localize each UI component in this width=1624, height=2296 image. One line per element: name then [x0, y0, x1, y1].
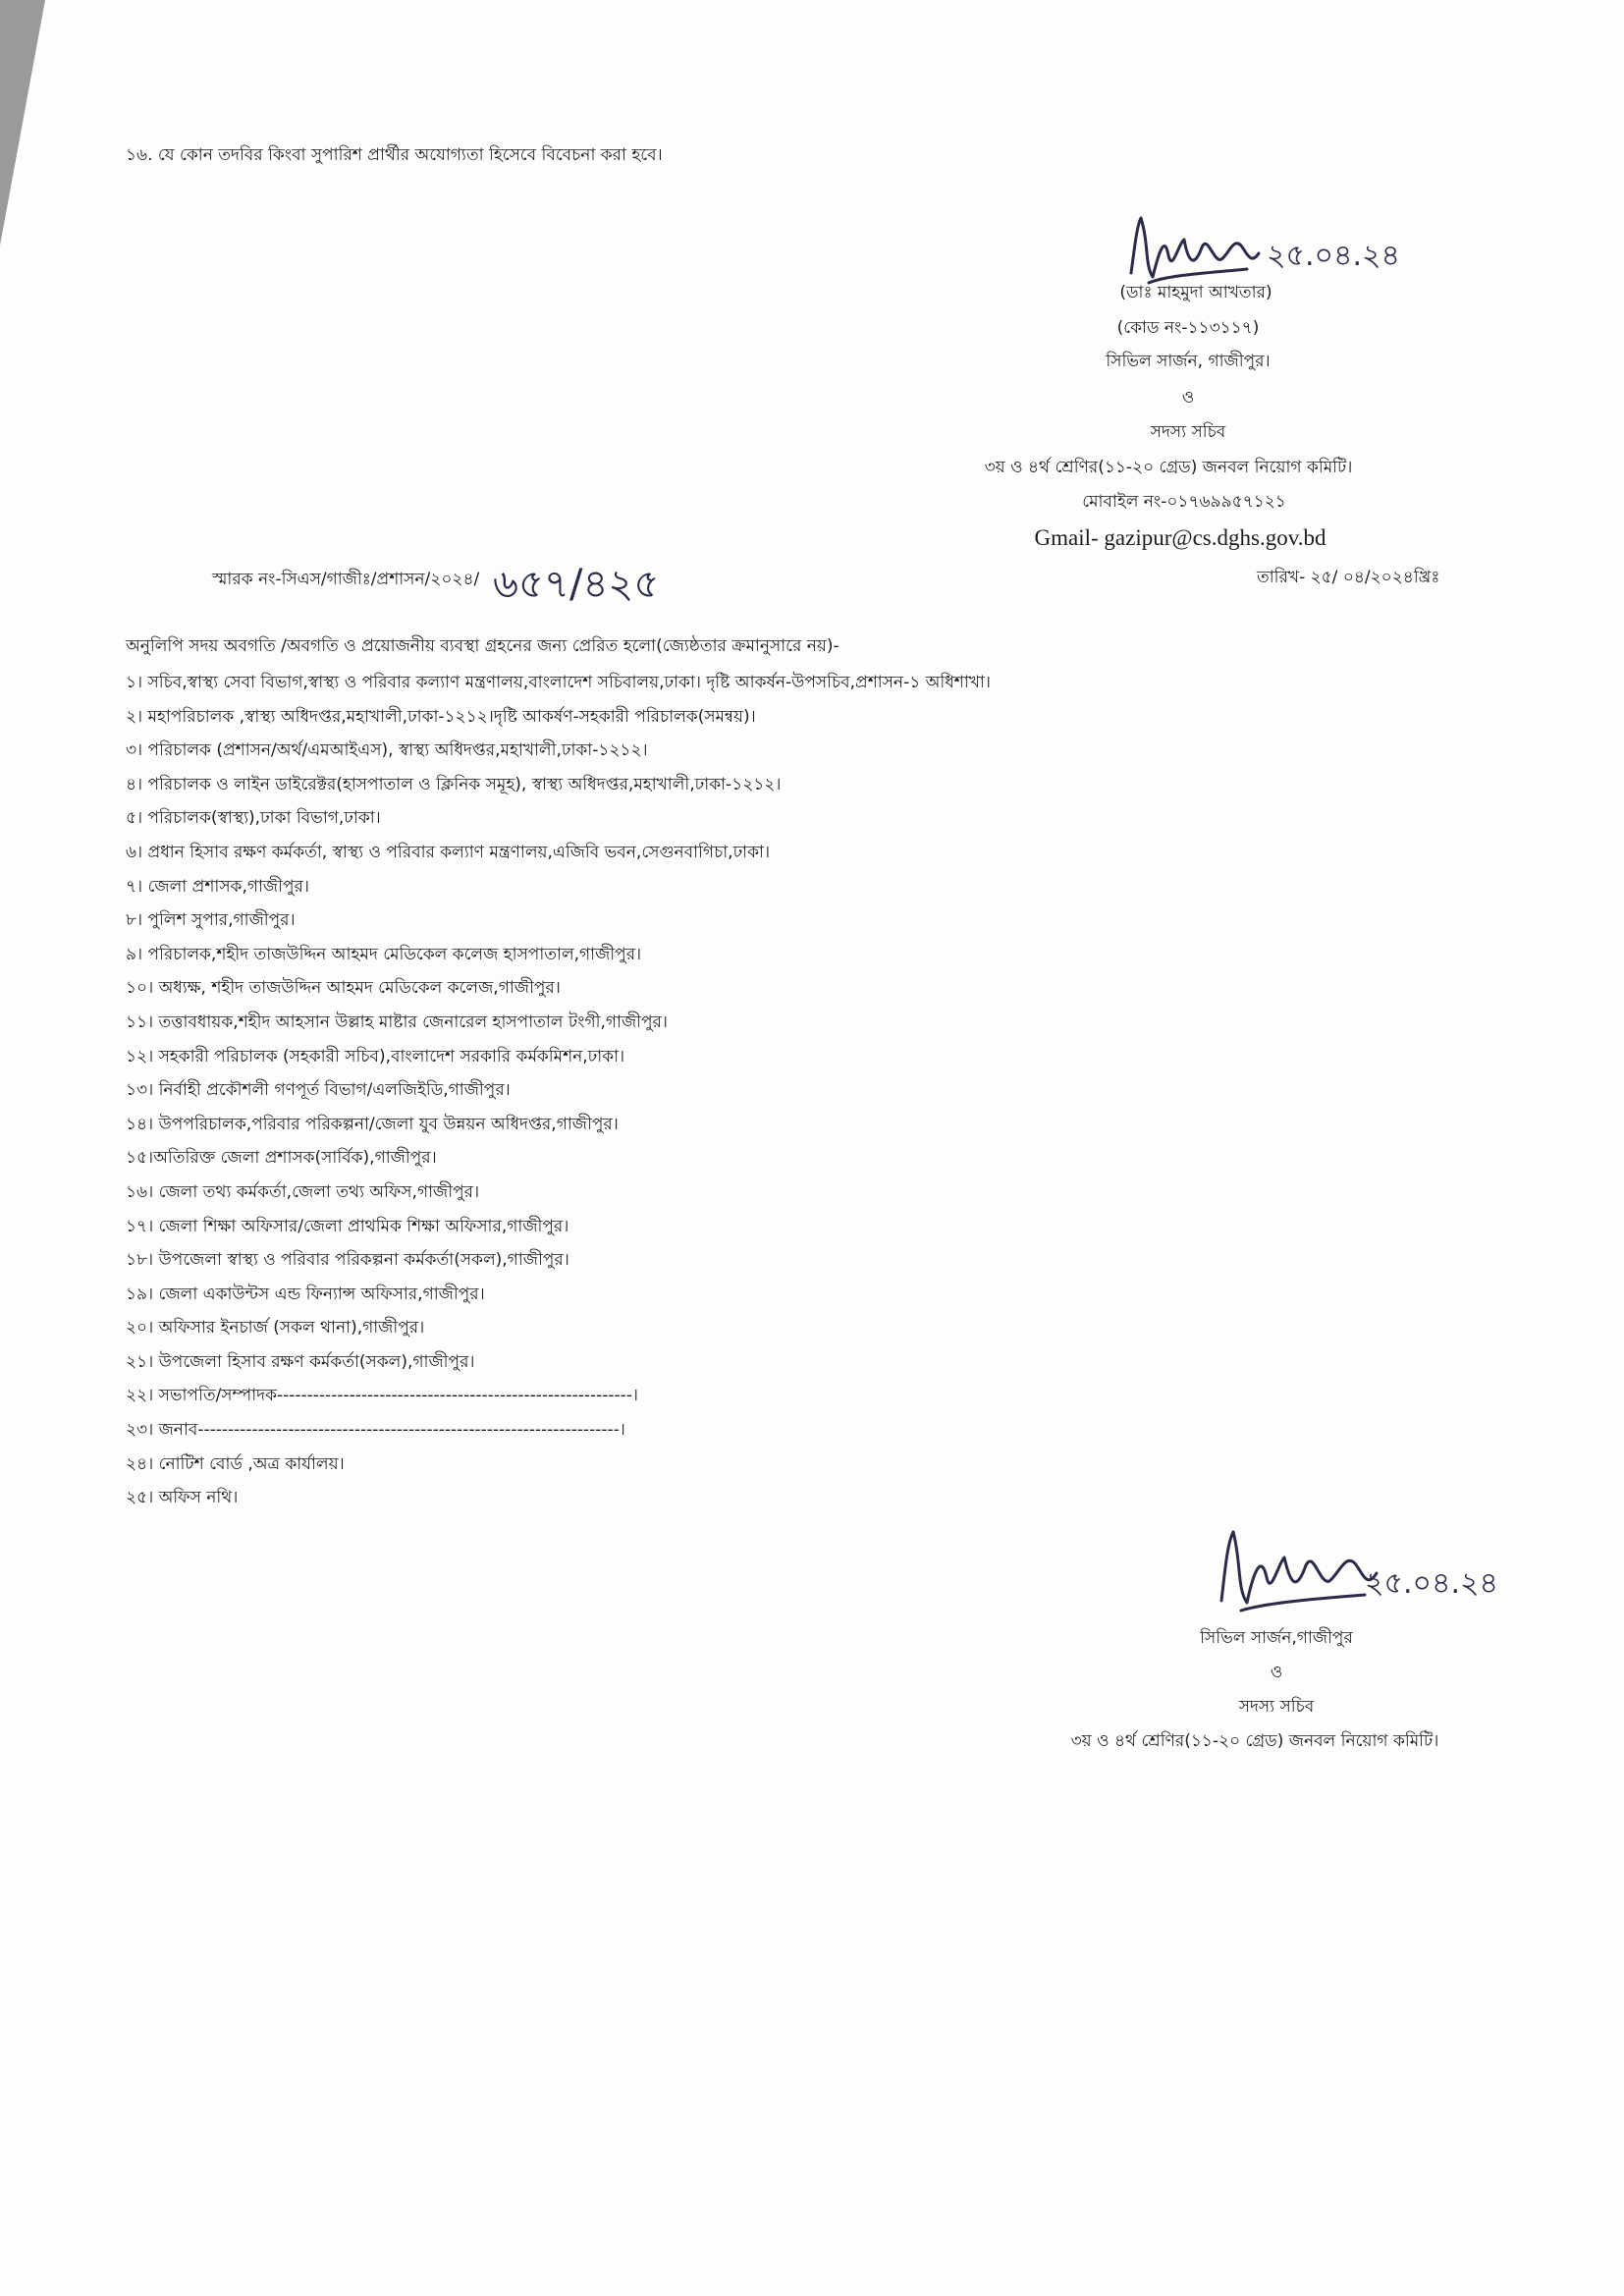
list-item: ১০। অধ্যক্ষ, শহীদ তাজউদ্দিন আহমদ মেডিকেল কলেজ,গাজীপুর।: [126, 978, 561, 999]
signatory-name: (ডাঃ মাহমুদা আখতার): [1119, 283, 1272, 302]
memo-number-handwritten-text: ৬৫৭/৪২৫: [493, 562, 660, 607]
list-item: ১২। সহকারী পরিচালক (সহকারী সচিব),বাংলাদেশ সরকারি কর্মকমিশন,ঢাকা।: [126, 1046, 625, 1066]
copy-intro: অনুলিপি সদয় অবগতি /অবগতি ও প্রয়োজনীয় ব্যবস্থা গ্রহনের জন্য প্রেরিত হলো(জ্যেষ্ঠতার ক্রমানুসারে নয়)-: [126, 636, 839, 656]
list-item: ৩। পরিচালক (প্রশাসন/অর্থ/এমআইএস), স্বাস্থ্য অধিদপ্তর,মহাখালী,ঢাকা-১২১২।: [126, 740, 648, 761]
signature-bottom-date: ২৫.০৪.২৪: [1365, 1566, 1498, 1601]
email-address: Gmail- gazipur@cs.dghs.gov.bd: [1034, 525, 1326, 550]
list-item: ৫। পরিচালক(স্বাস্থ্য),ঢাকা বিভাগ,ঢাকা।: [126, 808, 381, 829]
list-item: ১৮। উপজেলা স্বাস্থ্য ও পরিবার পরিকল্পনা কর্মকর্তা(সকল),গাজীপুর।: [126, 1250, 569, 1271]
list-item: ৮। পুলিশ সুপার,গাজীপুর।: [126, 910, 296, 931]
mobile-number: মোবাইল নং-০১৭৬৯৯৫৭১২১: [1082, 492, 1286, 512]
clause-16-text: ১৬. যে কোন তদবির কিংবা সুপারিশ প্রার্থীর অযোগ্যতা হিসেবে বিবেচনা করা হবে।: [126, 145, 663, 165]
memo-date: তারিখ- ২৫/ ০৪/২০২৪খ্রিঃ: [1257, 568, 1440, 587]
list-item: ১৩। নির্বাহী প্রকৌশলী গণপূর্ত বিভাগ/এলজিইডি,গাজীপুর।: [126, 1080, 511, 1101]
bottom-committee: ৩য় ও ৪র্থ শ্রেণির(১১-২০ গ্রেড) জনবল নিয়োগ কমিটি।: [1070, 1731, 1439, 1751]
list-item: ৭। জেলা প্রশাসক,গাজীপুর।: [126, 876, 309, 897]
list-item: ২৩। জনাব----------------------------------------------------------------------।: [126, 1420, 625, 1441]
recipient-list: [126, 673, 991, 1522]
list-item: ২০। অফিসার ইনচার্জ (সকল থানা),গাজীপুর।: [126, 1318, 425, 1339]
signatory-role: সদস্য সচিব: [1150, 422, 1226, 442]
signatory-and: ও: [1181, 388, 1195, 408]
list-item: ১৪। উপপরিচালক,পরিবার পরিকল্পনা/জেলা যুব উন্নয়ন অধিদপ্তর,গাজীপুর।: [126, 1114, 619, 1134]
list-item: ১৭। জেলা শিক্ষা অফিসার/জেলা প্রাথমিক শিক্ষা অফিসার,গাজীপুর।: [126, 1216, 569, 1236]
memo-number-handwritten: [483, 550, 778, 619]
bottom-designation: সিভিল সার্জন,গাজীপুর: [1200, 1628, 1353, 1648]
bottom-and: ও: [1270, 1663, 1283, 1682]
list-item: ১৯। জেলা একাউন্টস এন্ড ফিন্যান্স অফিসার,গাজীপুর।: [126, 1284, 485, 1304]
list-item: ২২। সভাপতি/সম্পাদক-----------------------------------------------------------।: [126, 1386, 638, 1406]
committee-name: ৩য় ও ৪র্থ শ্রেণির(১১-২০ গ্রেড) জনবল নিয়োগ কমিটি।: [984, 458, 1353, 477]
signature-top-date: ২৫.০৪.২৪: [1267, 239, 1400, 273]
list-item: ১৫।অতিরিক্ত জেলা প্রশাসক(সার্বিক),গাজীপুর।: [126, 1148, 437, 1169]
list-item: ১১। তত্তাবধায়ক,শহীদ আহসান উল্লাহ মাষ্টার জেনারেল হাসপাতাল টংগী,গাজীপুর।: [126, 1011, 668, 1032]
list-item: ১। সচিব,স্বাস্থ্য সেবা বিভাগ,স্বাস্থ্য ও পরিবার কল্যাণ মন্ত্রণালয়,বাংলাদেশ সচিবালয়,ঢাকা। দৃষ্টি আকর্ষন-উপসচিব,প্রশাসন-১ অধিশাখা।: [126, 673, 991, 692]
list-item: ২১। উপজেলা হিসাব রক্ষণ কর্মকর্তা(সকল),গাজীপুর।: [126, 1351, 475, 1372]
list-item: ৪। পরিচালক ও লাইন ডাইরেক্টর(হাসপাতাল ও ক্লিনিক সমূহ), স্বাস্থ্য অধিদপ্তর,মহাখালী,ঢাকা-১২১২।: [126, 774, 782, 794]
signatory-designation: সিভিল সার্জন, গাজীপুর।: [1106, 352, 1271, 371]
list-item: ৯। পরিচালক,শহীদ তাজউদ্দিন আহমদ মেডিকেল কলেজ হাসপাতাল,গাজীপুর।: [126, 944, 642, 964]
list-item: ২৪। নোটিশ বোর্ড ,অত্র কার্যালয়।: [126, 1453, 345, 1474]
list-item: ২৫। অফিস নথি।: [126, 1488, 239, 1508]
memo-number-label: স্মারক নং-সিএস/গাজীঃ/প্রশাসন/২০২৪/: [212, 570, 480, 589]
list-item: ১৬। জেলা তথ্য কর্মকর্তা,জেলা তথ্য অফিস,গাজীপুর।: [126, 1181, 480, 1202]
signature-bottom: [1208, 1512, 1502, 1630]
bottom-role: সদস্য সচিব: [1238, 1697, 1315, 1717]
list-item: ২। মহাপরিচালক ,স্বাস্থ্য অধিদপ্তর,মহাখালী,ঢাকা-১২১২।দৃষ্টি আকর্ষণ-সহকারী পরিচালক(সমন্বয়)।: [126, 706, 756, 727]
signatory-code: (কোড নং-১১৩১১৭): [1116, 318, 1260, 338]
page-fold-shadow: [0, 0, 45, 246]
list-item: ৬। প্রধান হিসাব রক্ষণ কর্মকর্তা, স্বাস্থ্য ও পরিবার কল্যাণ মন্ত্রণালয়,এজিবি ভবন,সেগুনবাগিচা,ঢাকা।: [126, 842, 771, 862]
